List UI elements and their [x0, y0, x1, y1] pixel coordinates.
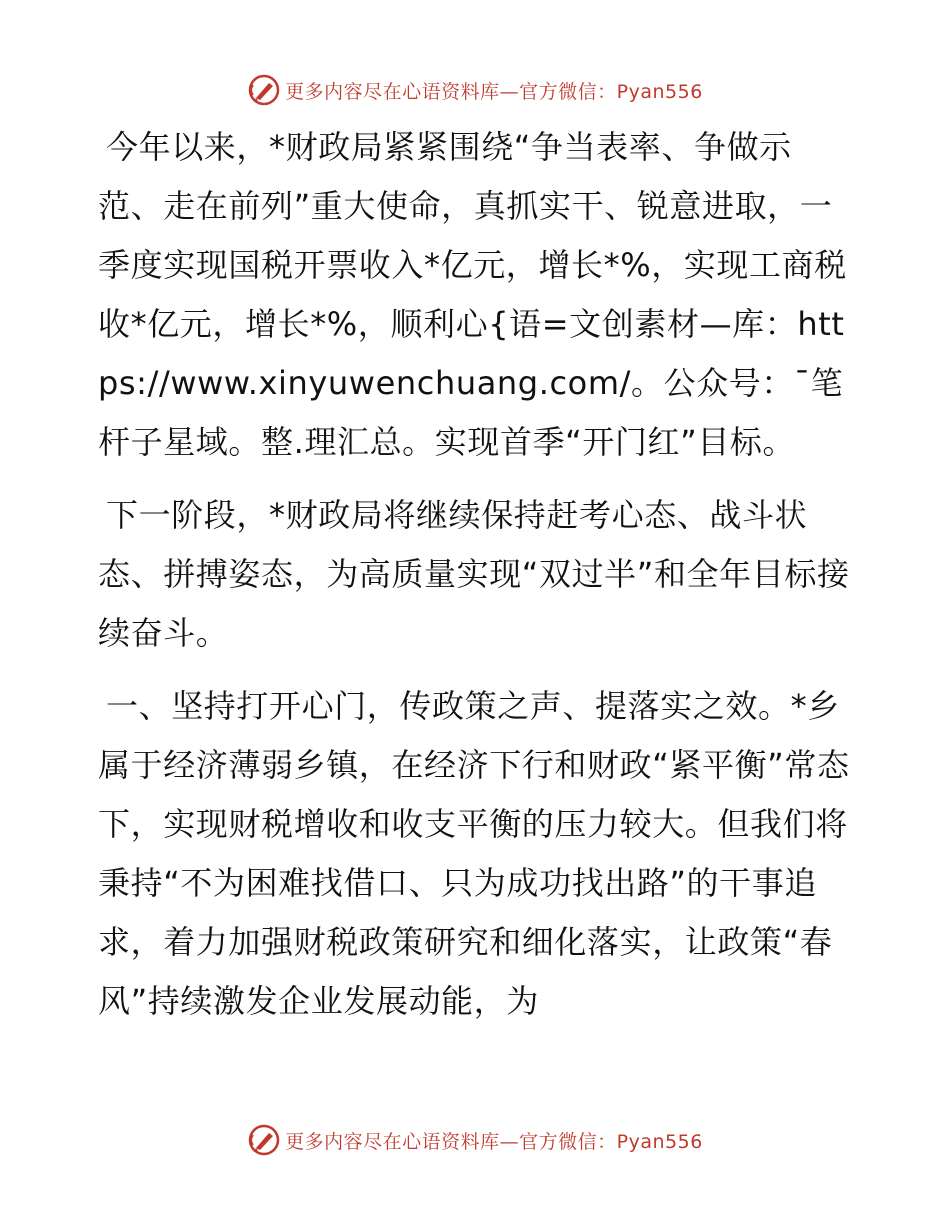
header-banner-text: 更多内容尽在心语资料库—官方微信： [285, 80, 617, 103]
pen-logo-icon [247, 73, 281, 107]
footer-banner-text: 更多内容尽在心语资料库—官方微信： [285, 1130, 617, 1153]
footer-banner-account: Pyan556 [616, 1130, 703, 1153]
header-banner-account: Pyan556 [616, 80, 703, 103]
document-body [98, 118, 850, 1045]
paragraph-3: 一、坚持打开心门，传政策之声、提落实之效。*乡属于经济薄弱乡镇，在经济下行和财政“紧平衡”常态下，实现财税增收和收支平衡的压力较大。但我们将秉持“不为困难找借口、只为成功找出路”的干事追求，着力加强财税政策研究和细化落实，让政策“春风”持续激发企业发展动能，为 [98, 687, 850, 1020]
pen-logo-icon [247, 1123, 281, 1157]
paragraph-1: 今年以来，*财政局紧紧围绕“争当表率、争做示范、走在前列”重大使命，真抓实干、锐意进取，一季度实现国税开票收入*亿元，增长*%，实现工商税收*亿元，增长*%，顺利心{语=文创素材—库：https://www.xinyuwenchuang.com/。公众号：¯笔杆子星域。整.理汇总。实现首季“开门红”目标。 [98, 128, 847, 461]
footer-watermark-banner [0, 1120, 950, 1160]
paragraph-2: 下一阶段，*财政局将继续保持赶考心态、战斗状态、拼搏姿态，为高质量实现“双过半”和全年目标接续奋斗。 [98, 496, 850, 652]
header-watermark-banner [0, 70, 950, 110]
